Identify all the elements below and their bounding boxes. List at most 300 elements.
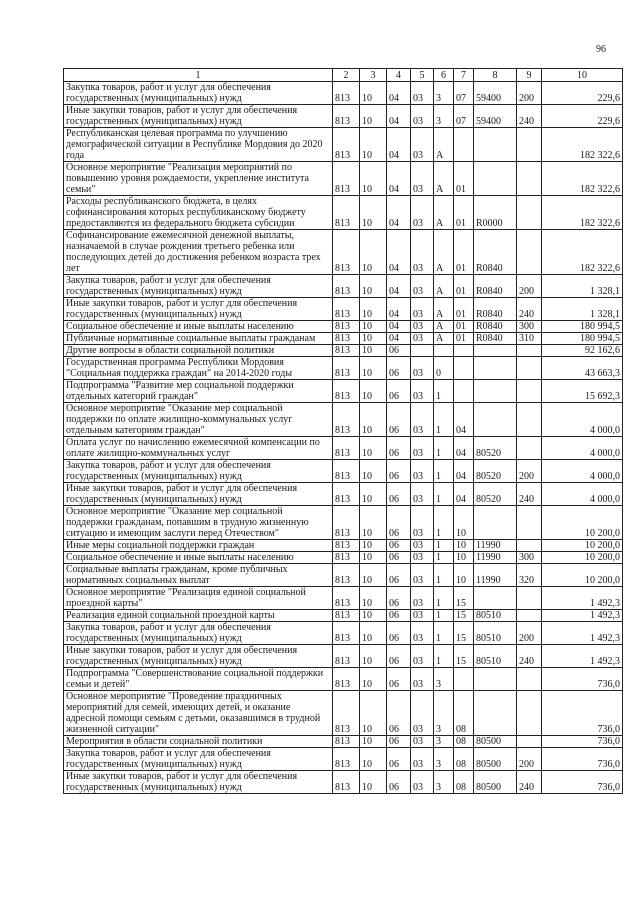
code-cell: 03: [411, 748, 434, 771]
code-cell: [517, 691, 542, 736]
code-cell: [517, 380, 542, 403]
row-description: Основное мероприятие "Реализация мероприятий по повышению уровня рождаемости, укрепление института семьи": [64, 162, 333, 196]
code-cell: 813: [333, 691, 360, 736]
amount-cell: 229,6: [542, 82, 623, 105]
code-cell: 01: [454, 196, 474, 230]
code-cell: 10: [360, 128, 387, 162]
code-cell: 200: [517, 748, 542, 771]
code-cell: 10: [360, 564, 387, 587]
code-cell: [517, 230, 542, 275]
code-cell: 06: [387, 357, 411, 380]
code-cell: [517, 162, 542, 196]
code-cell: 300: [517, 552, 542, 564]
row-description: Социальные выплаты гражданам, кроме публичных нормативных социальных выплат: [64, 564, 333, 587]
amount-cell: 736,0: [542, 668, 623, 691]
row-description: Иные закупки товаров, работ и услуг для обеспечения государственных (муниципальных) нужд: [64, 298, 333, 321]
code-cell: 10: [360, 771, 387, 794]
code-cell: 10: [454, 506, 474, 540]
table-row: [64, 622, 623, 645]
amount-cell: 182 322,6: [542, 196, 623, 230]
code-cell: 06: [387, 506, 411, 540]
code-cell: [474, 403, 517, 437]
code-cell: 240: [517, 645, 542, 668]
code-cell: 03: [411, 540, 434, 552]
amount-cell: 736,0: [542, 748, 623, 771]
table-row: [64, 380, 623, 403]
table-row: [64, 275, 623, 298]
code-cell: 06: [387, 622, 411, 645]
code-cell: 03: [411, 645, 434, 668]
code-cell: 03: [411, 691, 434, 736]
code-cell: 10: [360, 437, 387, 460]
code-cell: [474, 357, 517, 380]
table-row: [64, 460, 623, 483]
code-cell: 3: [434, 748, 454, 771]
code-cell: 10: [360, 105, 387, 128]
code-cell: 80510: [474, 610, 517, 622]
code-cell: [454, 345, 474, 357]
code-cell: 06: [387, 403, 411, 437]
code-cell: 06: [387, 345, 411, 357]
row-description: Другие вопросы в области социальной политики: [64, 345, 333, 357]
amount-cell: 4 000,0: [542, 437, 623, 460]
code-cell: 10: [360, 82, 387, 105]
table-row: [64, 691, 623, 736]
code-cell: 813: [333, 275, 360, 298]
code-cell: 240: [517, 483, 542, 506]
code-cell: 1: [434, 380, 454, 403]
table-row: [64, 748, 623, 771]
row-description: Иные закупки товаров, работ и услуг для обеспечения государственных (муниципальных) нужд: [64, 105, 333, 128]
code-cell: 04: [454, 403, 474, 437]
code-cell: 07: [454, 82, 474, 105]
row-description: Закупка товаров, работ и услуг для обеспечения государственных (муниципальных) нужд: [64, 275, 333, 298]
code-cell: 03: [411, 564, 434, 587]
code-cell: 10: [360, 736, 387, 748]
code-cell: 06: [387, 483, 411, 506]
code-cell: А: [434, 128, 454, 162]
amount-cell: 10 200,0: [542, 506, 623, 540]
code-cell: А: [434, 321, 454, 333]
code-cell: 10: [360, 460, 387, 483]
column-header: 5: [411, 69, 434, 82]
code-cell: [517, 357, 542, 380]
table-body: [64, 82, 623, 794]
code-cell: [474, 587, 517, 610]
code-cell: [474, 162, 517, 196]
code-cell: 813: [333, 437, 360, 460]
code-cell: 10: [360, 298, 387, 321]
code-cell: 04: [387, 128, 411, 162]
amount-cell: 180 994,5: [542, 321, 623, 333]
code-cell: 06: [387, 564, 411, 587]
code-cell: [454, 128, 474, 162]
code-cell: 813: [333, 506, 360, 540]
code-cell: 06: [387, 771, 411, 794]
code-cell: 01: [454, 333, 474, 345]
row-description: Основное мероприятие "Оказание мер социальной поддержки гражданам, попавшим в трудную жизненную ситуацию и имеющим заслуги перед Отечеством": [64, 506, 333, 540]
code-cell: 08: [454, 748, 474, 771]
code-cell: [474, 691, 517, 736]
code-cell: 59400: [474, 105, 517, 128]
code-cell: 80500: [474, 771, 517, 794]
code-cell: R0840: [474, 333, 517, 345]
amount-cell: 10 200,0: [542, 564, 623, 587]
amount-cell: 43 663,3: [542, 357, 623, 380]
table-row: [64, 321, 623, 333]
code-cell: R0000: [474, 196, 517, 230]
row-description: Иные меры социальной поддержки граждан: [64, 540, 333, 552]
code-cell: 813: [333, 771, 360, 794]
code-cell: 10: [360, 380, 387, 403]
row-description: Закупка товаров, работ и услуг для обеспечения государственных (муниципальных) нужд: [64, 748, 333, 771]
row-description: Социальное обеспечение и иные выплаты населению: [64, 552, 333, 564]
code-cell: 300: [517, 321, 542, 333]
table-row: [64, 552, 623, 564]
code-cell: 03: [411, 483, 434, 506]
table-row: [64, 540, 623, 552]
code-cell: 200: [517, 460, 542, 483]
code-cell: 1: [434, 403, 454, 437]
row-description: Публичные нормативные социальные выплаты гражданам: [64, 333, 333, 345]
column-header: 7: [454, 69, 474, 82]
column-header: 3: [360, 69, 387, 82]
code-cell: А: [434, 298, 454, 321]
code-cell: R0840: [474, 230, 517, 275]
code-cell: 03: [411, 333, 434, 345]
code-cell: 10: [360, 333, 387, 345]
code-cell: 04: [387, 333, 411, 345]
row-description: Основное мероприятие "Проведение праздничных мероприятий для семей, имеющих детей, и оказание адресной помощи семьям с детьми, оказавшимся в трудной жизненной ситуации": [64, 691, 333, 736]
table-row: [64, 771, 623, 794]
code-cell: 3: [434, 736, 454, 748]
table-row: [64, 403, 623, 437]
code-cell: 06: [387, 552, 411, 564]
amount-cell: 10 200,0: [542, 552, 623, 564]
code-cell: 06: [387, 540, 411, 552]
code-cell: 10: [360, 691, 387, 736]
code-cell: 1: [434, 506, 454, 540]
code-cell: 813: [333, 357, 360, 380]
code-cell: [517, 345, 542, 357]
code-cell: 03: [411, 275, 434, 298]
code-cell: 0: [434, 357, 454, 380]
code-cell: 10: [360, 321, 387, 333]
code-cell: 03: [411, 321, 434, 333]
code-cell: 03: [411, 771, 434, 794]
code-cell: [517, 540, 542, 552]
code-cell: 3: [434, 668, 454, 691]
code-cell: 08: [454, 691, 474, 736]
code-cell: 06: [387, 736, 411, 748]
code-cell: 240: [517, 105, 542, 128]
code-cell: 1: [434, 540, 454, 552]
code-cell: [474, 128, 517, 162]
code-cell: 03: [411, 587, 434, 610]
code-cell: 04: [454, 483, 474, 506]
code-cell: 240: [517, 771, 542, 794]
column-header: 1: [64, 69, 333, 82]
code-cell: [517, 128, 542, 162]
code-cell: 3: [434, 105, 454, 128]
code-cell: 06: [387, 668, 411, 691]
code-cell: 10: [360, 506, 387, 540]
code-cell: 03: [411, 380, 434, 403]
amount-cell: 4 000,0: [542, 460, 623, 483]
code-cell: 310: [517, 333, 542, 345]
row-description: Расходы республиканского бюджета, в целях софинансирования которых республиканскому бюджету предоставляются из федерального бюджета субсидии: [64, 196, 333, 230]
table-row: [64, 333, 623, 345]
code-cell: 06: [387, 645, 411, 668]
amount-cell: 1 492,3: [542, 587, 623, 610]
code-cell: R0840: [474, 321, 517, 333]
code-cell: 08: [454, 736, 474, 748]
code-cell: [454, 668, 474, 691]
code-cell: 01: [454, 298, 474, 321]
code-cell: 3: [434, 691, 454, 736]
table-row: [64, 645, 623, 668]
code-cell: 813: [333, 610, 360, 622]
code-cell: 813: [333, 403, 360, 437]
column-header: 10: [542, 69, 623, 82]
code-cell: 04: [387, 196, 411, 230]
code-cell: 06: [387, 460, 411, 483]
row-description: Основное мероприятие "Оказание мер социальной поддержки по оплате жилищно-коммунальных услуг отдельным категориям граждан": [64, 403, 333, 437]
code-cell: 11990: [474, 540, 517, 552]
code-cell: 04: [387, 230, 411, 275]
code-cell: 813: [333, 105, 360, 128]
code-cell: 03: [411, 357, 434, 380]
code-cell: 04: [387, 321, 411, 333]
code-cell: 03: [411, 437, 434, 460]
row-description: Закупка товаров, работ и услуг для обеспечения государственных (муниципальных) нужд: [64, 82, 333, 105]
table-row: [64, 82, 623, 105]
row-description: Подпрограмма "Развитие мер социальной поддержки отдельных категорий граждан": [64, 380, 333, 403]
column-header: 6: [434, 69, 454, 82]
code-cell: 3: [434, 771, 454, 794]
amount-cell: 1 328,1: [542, 298, 623, 321]
code-cell: 03: [411, 162, 434, 196]
code-cell: 1: [434, 460, 454, 483]
code-cell: 10: [360, 622, 387, 645]
code-cell: 15: [454, 610, 474, 622]
code-cell: 200: [517, 622, 542, 645]
code-cell: 06: [387, 610, 411, 622]
code-cell: 03: [411, 552, 434, 564]
code-cell: [454, 357, 474, 380]
row-description: Социальное обеспечение и иные выплаты населению: [64, 321, 333, 333]
code-cell: 813: [333, 321, 360, 333]
row-description: Мероприятия в области социальной политики: [64, 736, 333, 748]
page-number: 96: [596, 44, 606, 55]
row-description: Иные закупки товаров, работ и услуг для обеспечения государственных (муниципальных) нужд: [64, 483, 333, 506]
code-cell: 03: [411, 128, 434, 162]
code-cell: 03: [411, 622, 434, 645]
code-cell: 10: [360, 357, 387, 380]
code-cell: 200: [517, 82, 542, 105]
amount-cell: 10 200,0: [542, 540, 623, 552]
code-cell: [474, 345, 517, 357]
table-row: [64, 162, 623, 196]
code-cell: 04: [454, 460, 474, 483]
code-cell: 80520: [474, 437, 517, 460]
table-row: [64, 668, 623, 691]
code-cell: [517, 437, 542, 460]
amount-cell: 182 322,6: [542, 128, 623, 162]
amount-cell: 180 994,5: [542, 333, 623, 345]
table-row: [64, 506, 623, 540]
code-cell: 03: [411, 610, 434, 622]
code-cell: 813: [333, 564, 360, 587]
code-cell: 03: [411, 506, 434, 540]
table-row: [64, 357, 623, 380]
code-cell: [411, 345, 434, 357]
code-cell: 04: [387, 162, 411, 196]
code-cell: 03: [411, 105, 434, 128]
amount-cell: 182 322,6: [542, 162, 623, 196]
code-cell: 06: [387, 587, 411, 610]
table-row: [64, 437, 623, 460]
code-cell: 11990: [474, 564, 517, 587]
code-cell: 06: [387, 748, 411, 771]
code-cell: 03: [411, 82, 434, 105]
code-cell: 04: [387, 105, 411, 128]
code-cell: 813: [333, 483, 360, 506]
code-cell: 11990: [474, 552, 517, 564]
code-cell: [517, 587, 542, 610]
code-cell: 10: [454, 564, 474, 587]
code-cell: 1: [434, 587, 454, 610]
code-cell: [517, 506, 542, 540]
amount-cell: 736,0: [542, 771, 623, 794]
code-cell: 10: [360, 668, 387, 691]
code-cell: 813: [333, 298, 360, 321]
code-cell: 10: [360, 645, 387, 668]
code-cell: А: [434, 162, 454, 196]
table-row: [64, 230, 623, 275]
table-row: [64, 128, 623, 162]
code-cell: 1: [434, 610, 454, 622]
code-cell: 813: [333, 380, 360, 403]
code-cell: 10: [360, 196, 387, 230]
code-cell: 06: [387, 437, 411, 460]
code-cell: 813: [333, 82, 360, 105]
column-header: 8: [474, 69, 517, 82]
amount-cell: 92 162,6: [542, 345, 623, 357]
code-cell: 813: [333, 552, 360, 564]
code-cell: 320: [517, 564, 542, 587]
code-cell: 01: [454, 230, 474, 275]
code-cell: 10: [360, 403, 387, 437]
code-cell: [517, 403, 542, 437]
code-cell: 03: [411, 230, 434, 275]
code-cell: 1: [434, 645, 454, 668]
amount-cell: 15 692,3: [542, 380, 623, 403]
code-cell: 10: [360, 345, 387, 357]
code-cell: [517, 610, 542, 622]
table-row: [64, 196, 623, 230]
row-description: Подпрограмма "Совершенствование социальной поддержки семьи и детей": [64, 668, 333, 691]
code-cell: [474, 506, 517, 540]
code-cell: А: [434, 230, 454, 275]
code-cell: 01: [454, 321, 474, 333]
code-cell: 1: [434, 483, 454, 506]
code-cell: 80520: [474, 483, 517, 506]
table-row: [64, 298, 623, 321]
column-header: 2: [333, 69, 360, 82]
code-cell: 813: [333, 230, 360, 275]
code-cell: 06: [387, 380, 411, 403]
table-row: [64, 105, 623, 128]
amount-cell: 736,0: [542, 691, 623, 736]
amount-cell: 182 322,6: [542, 230, 623, 275]
table-header-row: [64, 69, 623, 82]
code-cell: 04: [387, 275, 411, 298]
code-cell: 03: [411, 298, 434, 321]
code-cell: 04: [387, 82, 411, 105]
code-cell: 01: [454, 162, 474, 196]
code-cell: 15: [454, 622, 474, 645]
code-cell: 813: [333, 128, 360, 162]
row-description: Софинансирование ежемесячной денежной выплаты, назначаемой в случае рождения третьего ребенка или последующих детей до достижения ребенком возраста трех лет: [64, 230, 333, 275]
code-cell: 10: [360, 275, 387, 298]
code-cell: 01: [454, 275, 474, 298]
table-row: [64, 564, 623, 587]
code-cell: 07: [454, 105, 474, 128]
code-cell: 10: [454, 552, 474, 564]
code-cell: [517, 196, 542, 230]
code-cell: 15: [454, 645, 474, 668]
code-cell: 813: [333, 196, 360, 230]
amount-cell: 4 000,0: [542, 403, 623, 437]
code-cell: 10: [360, 230, 387, 275]
code-cell: 03: [411, 736, 434, 748]
code-cell: 10: [360, 587, 387, 610]
row-description: Иные закупки товаров, работ и услуг для обеспечения государственных (муниципальных) нужд: [64, 645, 333, 668]
code-cell: 813: [333, 668, 360, 691]
code-cell: 813: [333, 645, 360, 668]
row-description: Оплата услуг по начислению ежемесячной компенсации по оплате жилищно-коммунальных услуг: [64, 437, 333, 460]
code-cell: 10: [360, 552, 387, 564]
amount-cell: 1 492,3: [542, 610, 623, 622]
code-cell: 15: [454, 587, 474, 610]
code-cell: R0840: [474, 275, 517, 298]
code-cell: 813: [333, 748, 360, 771]
code-cell: А: [434, 333, 454, 345]
code-cell: 03: [411, 196, 434, 230]
code-cell: 3: [434, 82, 454, 105]
amount-cell: 229,6: [542, 105, 623, 128]
row-description: Республиканская целевая программа по улучшению демографической ситуации в Республике Мордовия до 2020 года: [64, 128, 333, 162]
code-cell: 813: [333, 736, 360, 748]
code-cell: 813: [333, 460, 360, 483]
row-description: Закупка товаров, работ и услуг для обеспечения государственных (муниципальных) нужд: [64, 622, 333, 645]
amount-cell: 1 492,3: [542, 622, 623, 645]
code-cell: 03: [411, 668, 434, 691]
code-cell: 10: [360, 540, 387, 552]
amount-cell: 1 492,3: [542, 645, 623, 668]
code-cell: 80500: [474, 736, 517, 748]
table-row: [64, 587, 623, 610]
code-cell: 03: [411, 460, 434, 483]
code-cell: 80510: [474, 645, 517, 668]
code-cell: [474, 380, 517, 403]
code-cell: [517, 736, 542, 748]
code-cell: 04: [387, 298, 411, 321]
column-header: 9: [517, 69, 542, 82]
table-row: [64, 610, 623, 622]
code-cell: 10: [360, 610, 387, 622]
